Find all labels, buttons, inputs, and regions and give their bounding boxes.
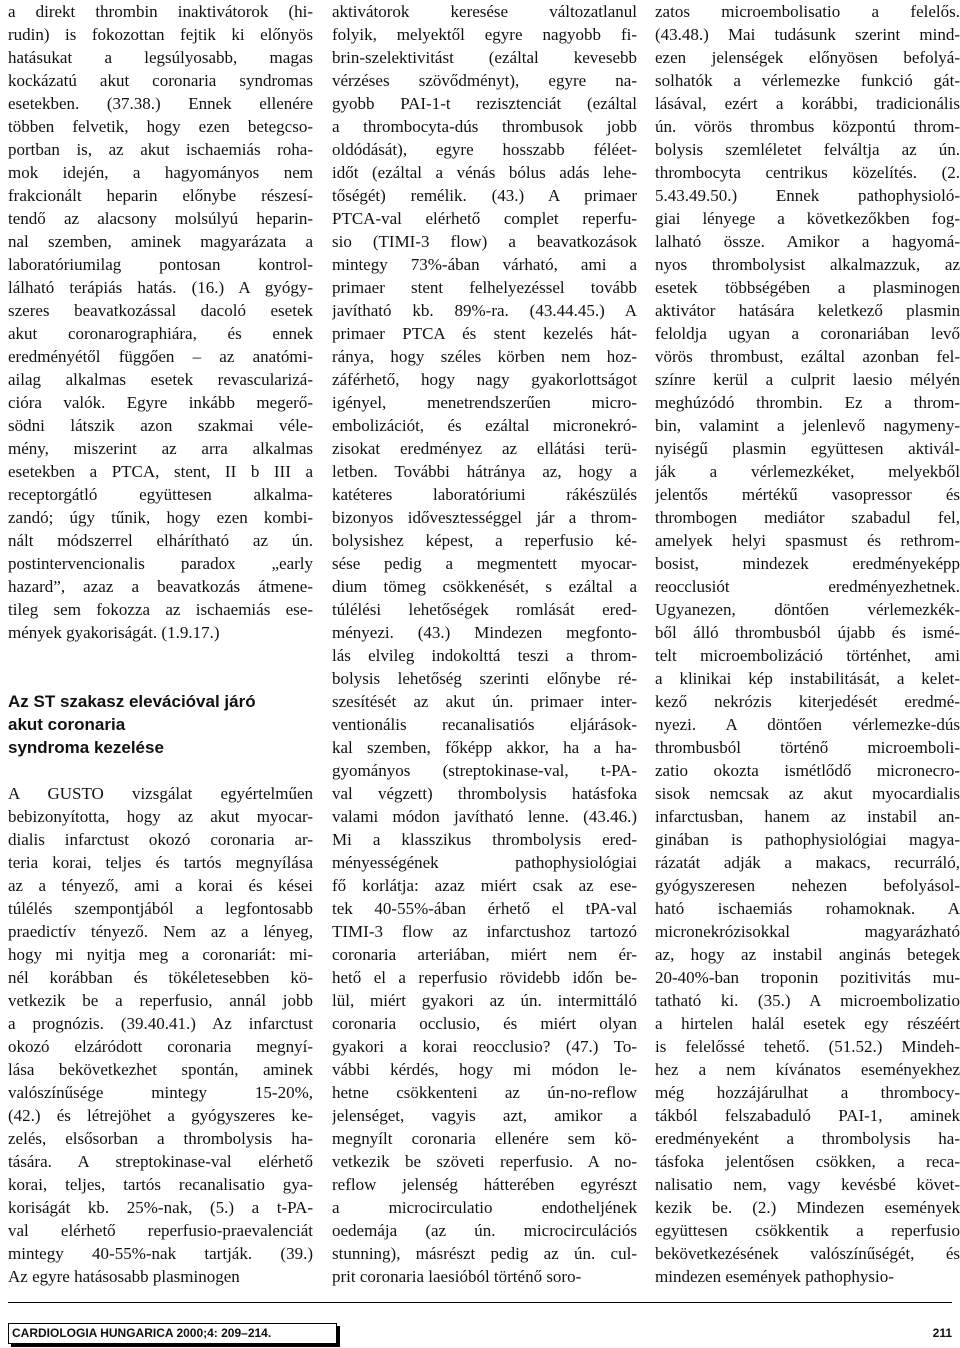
text-line: nyezi. A döntően vérlemezke-dús: [655, 715, 960, 734]
text-line: mok idején, a hagyományos nem: [8, 163, 313, 182]
text-line: lásával, ezért a korábbi, tradicionális: [655, 94, 960, 113]
text-line: tőségét) remélik. (43.) A primaer: [332, 186, 637, 205]
text-line: gyományos (streptokinase-val, t-PA-: [332, 761, 637, 780]
text-line: val végzett) thrombolysis hatásfoka: [332, 784, 637, 803]
text-line: ginában is pathophysiológiai magya-: [655, 830, 960, 849]
text-line: mintegy 40-55%-nak tartják. (39.): [8, 1244, 313, 1263]
text-line: színre kerül a culprit laesio mélyén: [655, 370, 960, 389]
text-line: kal szemben, főképp akkor, ha a ha-: [332, 738, 637, 757]
text-line: megnyílt coronaria ellenére sem kö-: [332, 1129, 637, 1148]
text-line: ventionális recanalisatiós eljárások-: [332, 715, 637, 734]
text-line: esetekben a PTCA, stent, II b III a: [8, 462, 313, 481]
text-line: ailag alkalmas esetek revascularizá-: [8, 370, 313, 389]
text-line: bizonyos idővesztességgel jár a throm-: [332, 508, 637, 527]
text-line: frakcionált heparin előnybe részesí-: [8, 186, 313, 205]
text-line: lalható össze. Amikor a hagyomá-: [655, 232, 960, 251]
heading-line: syndroma kezelése: [8, 738, 164, 757]
text-line: ránya, hogy széles körben nem hoz-: [332, 347, 637, 366]
text-line: reflow jelenség hátterében egyrészt: [332, 1175, 637, 1194]
text-line: katéteres laboratóriumi rákészülés: [332, 485, 637, 504]
text-line: nyos thrombolysist alkalmazzuk, az: [655, 255, 960, 274]
text-line: zisokat eredményez az ellátási terü-: [332, 439, 637, 458]
text-line: 5.43.49.50.) Ennek pathophysioló-: [655, 186, 960, 205]
text-line: cióra valók. Egyre inkább megerő-: [8, 393, 313, 412]
text-line: bolysishez képest, a reperfusio ké-: [332, 531, 637, 550]
text-line: kockázatú akut coronaria syndromas: [8, 71, 313, 90]
text-line: bosist, mindezek eredményeképp: [655, 554, 960, 573]
text-line: bebizonyította, hogy az akut myocar-: [8, 807, 313, 826]
text-line: korai, teljes, tartós recanalisatio gya-: [8, 1175, 313, 1194]
text-line: sio (TIMI-3 flow) a beavatkozások: [332, 232, 637, 251]
text-line: oedemája (az ún. microcirculációs: [332, 1221, 637, 1240]
text-line: aktivátor hatására keletkező plasmin: [655, 301, 960, 320]
text-line: ják a vérlemezkéket, melyekből: [655, 462, 960, 481]
page-number: 211: [932, 1326, 952, 1340]
text-line: tendő az alacsony molsúlyú heparin-: [8, 209, 313, 228]
text-column-1: [8, 0, 313, 1288]
text-line: vörös thrombust, ezáltal azonban fel-: [655, 347, 960, 366]
text-line: okozó elzáródott coronaria megnyí-: [8, 1037, 313, 1056]
text-line: eredményétől függően – az anatómi-: [8, 347, 313, 366]
text-line: a prognózis. (39.40.41.) Az infarctust: [8, 1014, 313, 1033]
text-line: még hozzájárulhat a thrombocy-: [655, 1083, 960, 1102]
text-line: fő korlátja: azaz miért csak az ese-: [332, 876, 637, 895]
text-line: záférhető, hogy nagy gyakorlottságot: [332, 370, 637, 389]
text-line: javítható kb. 89%-ra. (43.44.45.) A: [332, 301, 637, 320]
text-line: sisok nemcsak az akut myocardialis: [655, 784, 960, 803]
text-line: szeres beavatkozással dacoló esetek: [8, 301, 313, 320]
text-line: prit coronaria laesióból történő soro-: [332, 1267, 582, 1286]
text-line: bekövetkezésének valószínűségét, és: [655, 1244, 960, 1263]
text-line: micronekrózisokkal magyarázható: [655, 922, 960, 941]
text-line: hazard”, azaz a beavatkozás átmene-: [8, 577, 313, 596]
text-line: ből álló thrombusból újabb és ismé-: [655, 623, 960, 642]
text-line: feloldja ugyan a coronariában levő: [655, 324, 960, 343]
text-line: az a tényező, ami a korai és kései: [8, 876, 313, 895]
text-line: gyobb PAI-1-t rezisztenciát (ezáltal: [332, 94, 637, 113]
text-line: stunning), másrészt pedig az ún. cul-: [332, 1244, 637, 1263]
text-line: aktivátorok keresése változatlanul: [332, 2, 637, 21]
text-line: folyik, melyektől egyre nagyobb fi-: [332, 25, 637, 44]
text-line: Mi a klasszikus thrombolysis ered-: [332, 830, 637, 849]
paragraph: [655, 0, 960, 1288]
text-line: solhatók a vérlemezke funkció gát-: [655, 71, 960, 90]
text-line: mindezen események pathophysio-: [655, 1267, 894, 1286]
text-line: meghúzódó thrombin. Ez a throm-: [655, 393, 960, 412]
text-line: zandó; úgy tűnik, hogy ezen kombi-: [8, 508, 313, 527]
text-line: ezen jelenségek előnyösen befolyá-: [655, 48, 960, 67]
text-line: esetek többségében a plasminogen: [655, 278, 960, 297]
text-line: thrombocyta centrikus közelítés. (2.: [655, 163, 960, 182]
text-line: gyógyszeresen nehezen befolyásol-: [655, 876, 960, 895]
text-line: koriságát kb. 25%-nak, (5.) a t-PA-: [8, 1198, 313, 1217]
text-line: hatásukat a legsúlyosabb, magas: [8, 48, 313, 67]
text-line: brin-szelektivitást (ezáltal kevesebb: [332, 48, 637, 67]
paragraph-gap: [8, 759, 313, 782]
text-line: ható ischaemiás rohamoknak. A: [655, 899, 960, 918]
heading-line: Az ST szakasz elevációval járó: [8, 692, 256, 711]
paragraph-gap: [8, 667, 313, 690]
text-line: hogy mi nyitja meg a coronariát: mi-: [8, 945, 313, 964]
text-line: receptorgátló együttesen alkalma-: [8, 485, 313, 504]
text-line: coronaria occlusio, és miért olyan: [332, 1014, 637, 1033]
text-line: bolysis szemléletet felváltja az ún.: [655, 140, 960, 159]
text-line: az, hogy az instabil anginás betegek: [655, 945, 960, 964]
paragraph: [8, 782, 313, 1288]
text-line: nyiségű plasmin együttesen aktivál-: [655, 439, 960, 458]
text-line: is felelőssé tehető. (51.52.) Mindeh-: [655, 1037, 960, 1056]
text-line: ún. vörös thrombus központú throm-: [655, 117, 960, 136]
text-line: valami módon javítható lenne. (43.46.): [332, 807, 637, 826]
text-line: teria korai, teljes és tartós megnyílása: [8, 853, 313, 872]
text-line: tatható ki. (35.) A microembolizatio: [655, 991, 960, 1010]
text-line: letben. További hátránya az, hogy a: [332, 462, 637, 481]
text-line: bolysis lehetőség szerinti előnybe ré-: [332, 669, 637, 688]
text-line: tek 40-55%-ában érhető el tPA-val: [332, 899, 637, 918]
text-line: nalisatio nem, vagy kevésbé követ-: [655, 1175, 960, 1194]
text-line: valószínűsége mintegy 15-20%,: [8, 1083, 313, 1102]
text-line: mény, miszerint az arra alkalmas: [8, 439, 313, 458]
text-line: lása bekövetkezhet spontán, aminek: [8, 1060, 313, 1079]
text-line: primaer stent felhelyezéssel tovább: [332, 278, 637, 297]
journal-citation: CARDIOLOGIA HUNGARICA 2000;4: 209–214.: [12, 1326, 272, 1340]
text-line: Az egyre hatásosabb plasminogen: [8, 1267, 240, 1286]
text-line: mintegy 73%-ában várható, ami a: [332, 255, 637, 274]
text-line: embolizációt, és ezáltal micronekró-: [332, 416, 637, 435]
heading-line: akut coronaria: [8, 715, 126, 734]
text-line: jelentős mértékű vasopressor és: [655, 485, 960, 504]
text-line: hető el a reperfusio rövidebb időn be-: [332, 968, 637, 987]
text-line: oldódását), egyre hosszabb féléet-: [332, 140, 637, 159]
text-line: a klinikai kép instabilitását, a kelet-: [655, 669, 960, 688]
text-line: postintervencionalis paradox „early: [8, 554, 313, 573]
text-line: portban is, az akut ischaemiás roha-: [8, 140, 313, 159]
text-line: a direkt thrombin inaktivátorok (hi-: [8, 2, 313, 21]
text-line: A GUSTO vizsgálat egyértelműen: [8, 784, 313, 803]
text-line: dialis infarctust okozó coronaria ar-: [8, 830, 313, 849]
text-line: gyakori a korai reocclusio? (47.) To-: [332, 1037, 637, 1056]
text-line: túlélési lehetőségek romlását ered-: [332, 600, 637, 619]
text-line: nél korábban és tökéletesebben kö-: [8, 968, 313, 987]
text-line: lálható terápiás hatás. (16.) A gyógy-: [8, 278, 313, 297]
text-line: amelyek helyi spasmust és rethrom-: [655, 531, 960, 550]
text-line: lás elvileg indokolttá teszi a throm-: [332, 646, 637, 665]
text-line: thrombusból történő microemboli-: [655, 738, 960, 757]
text-line: coronaria arteriában, miért nem ér-: [332, 945, 637, 964]
paragraph-gap: [8, 644, 313, 667]
text-line: nált módszerrel elhárítható az ún.: [8, 531, 313, 550]
section-heading: [8, 690, 313, 759]
text-line: tására. A streptokinase-val elérhető: [8, 1152, 313, 1171]
text-line: Ugyanezen, döntően vérlemezkék-: [655, 600, 960, 619]
text-line: a microcirculatio endotheljének: [332, 1198, 637, 1217]
text-line: val elérhető reperfusio-praevalenciát: [8, 1221, 313, 1240]
text-line: esetekben. (37.38.) Ennek ellenére: [8, 94, 313, 113]
text-line: laboratóriumilag pontosan kontrol-: [8, 255, 313, 274]
text-line: vetkezik be a reperfusio, annál jobb: [8, 991, 313, 1010]
text-line: rázatát adják a makacs, recurráló,: [655, 853, 960, 872]
text-line: együttesen csökkentik a reperfusio: [655, 1221, 960, 1240]
text-line: a thrombocyta-dús thrombusok jobb: [332, 117, 637, 136]
text-line: TIMI-3 flow az infarctushoz tartozó: [332, 922, 637, 941]
text-line: tákból felszabaduló PAI-1, aminek: [655, 1106, 960, 1125]
footer-rule: [8, 1302, 952, 1303]
text-line: szesítését az akut ún. primaer inter-: [332, 692, 637, 711]
text-line: primaer PTCA és stent kezelés hát-: [332, 324, 637, 343]
text-line: tásfoka jelentősen csökken, a reca-: [655, 1152, 960, 1171]
text-line: akut coronarographiára, és ennek: [8, 324, 313, 343]
text-line: tileg sem fokozza az ischaemiás ese-: [8, 600, 313, 619]
text-line: praedictív tényező. Nem az a lényeg,: [8, 922, 313, 941]
text-line: telt microembolizáció történhet, ami: [655, 646, 960, 665]
paragraph: [332, 0, 637, 1288]
text-line: södni látszik azon szakmai véle-: [8, 416, 313, 435]
text-line: (42.) és létrejöhet a gyógyszeres ke-: [8, 1106, 313, 1125]
text-line: vérzéses szövődményt), egyre na-: [332, 71, 637, 90]
text-line: többen felvetik, hogy ezen betegcso-: [8, 117, 313, 136]
text-line: thrombogen mediátor szabadul fel,: [655, 508, 960, 527]
text-line: infarctusban, hanem az instabil an-: [655, 807, 960, 826]
text-line: bin, valamint a jelenlevő nagymeny-: [655, 416, 960, 435]
text-line: kezik be. (2.) Mindezen események: [655, 1198, 960, 1217]
text-line: ményezi. (43.) Mindezen megfonto-: [332, 623, 637, 642]
text-line: dium tömeg csökkenését, s ezáltal a: [332, 577, 637, 596]
text-line: a hirtelen halál esetek egy részéért: [655, 1014, 960, 1033]
text-line: PTCA-val elérhető complet reperfu-: [332, 209, 637, 228]
text-line: eredményeként a thrombolysis ha-: [655, 1129, 960, 1148]
text-line: zatos microembolisatio a felelős.: [655, 2, 960, 21]
text-line: nal szemben, aminek magyarázata a: [8, 232, 313, 251]
text-line: jelenséget, vagyis azt, amikor a: [332, 1106, 637, 1125]
text-line: vábbi kérdés, hogy mi módon le-: [332, 1060, 637, 1079]
journal-citation-box: [8, 1323, 337, 1344]
text-line: (43.48.) Mai tudásunk szerint mind-: [655, 25, 960, 44]
text-line: kező nekrózis kiterjedését eredmé-: [655, 692, 960, 711]
text-column-3: [655, 0, 960, 1288]
text-line: lül, miért gyakori az ún. intermittáló: [332, 991, 637, 1010]
text-line: mények gyakoriságát. (1.9.17.): [8, 623, 220, 642]
text-line: időt (ezáltal a vénás bólus adás lehe-: [332, 163, 637, 182]
text-line: 20-40%-ban troponin pozitivitás mu-: [655, 968, 960, 987]
text-column-2: [332, 0, 637, 1288]
text-line: hez a nem kívánatos eseményekhez: [655, 1060, 960, 1079]
text-line: zelés, elsősorban a thrombolysis ha-: [8, 1129, 313, 1148]
text-line: sése pedig a megmentett myocar-: [332, 554, 637, 573]
text-line: igényel, menetrendszerűen micro-: [332, 393, 637, 412]
paragraph: [8, 0, 313, 644]
text-line: vetkezik be szöveti reperfusio. A no-: [332, 1152, 637, 1171]
text-line: rudin) is fokozottan fejtik ki előnyös: [8, 25, 313, 44]
text-line: ményességének pathophysiológiai: [332, 853, 637, 872]
text-line: giai lényege a következőkben fog-: [655, 209, 960, 228]
text-line: hetne csökkenteni az ún-no-reflow: [332, 1083, 637, 1102]
text-line: reocclusiót eredményezhetnek.: [655, 577, 960, 596]
text-line: zatio okozta ismétlődő micronecro-: [655, 761, 960, 780]
text-line: túlélés szempontjából a legfontosabb: [8, 899, 313, 918]
